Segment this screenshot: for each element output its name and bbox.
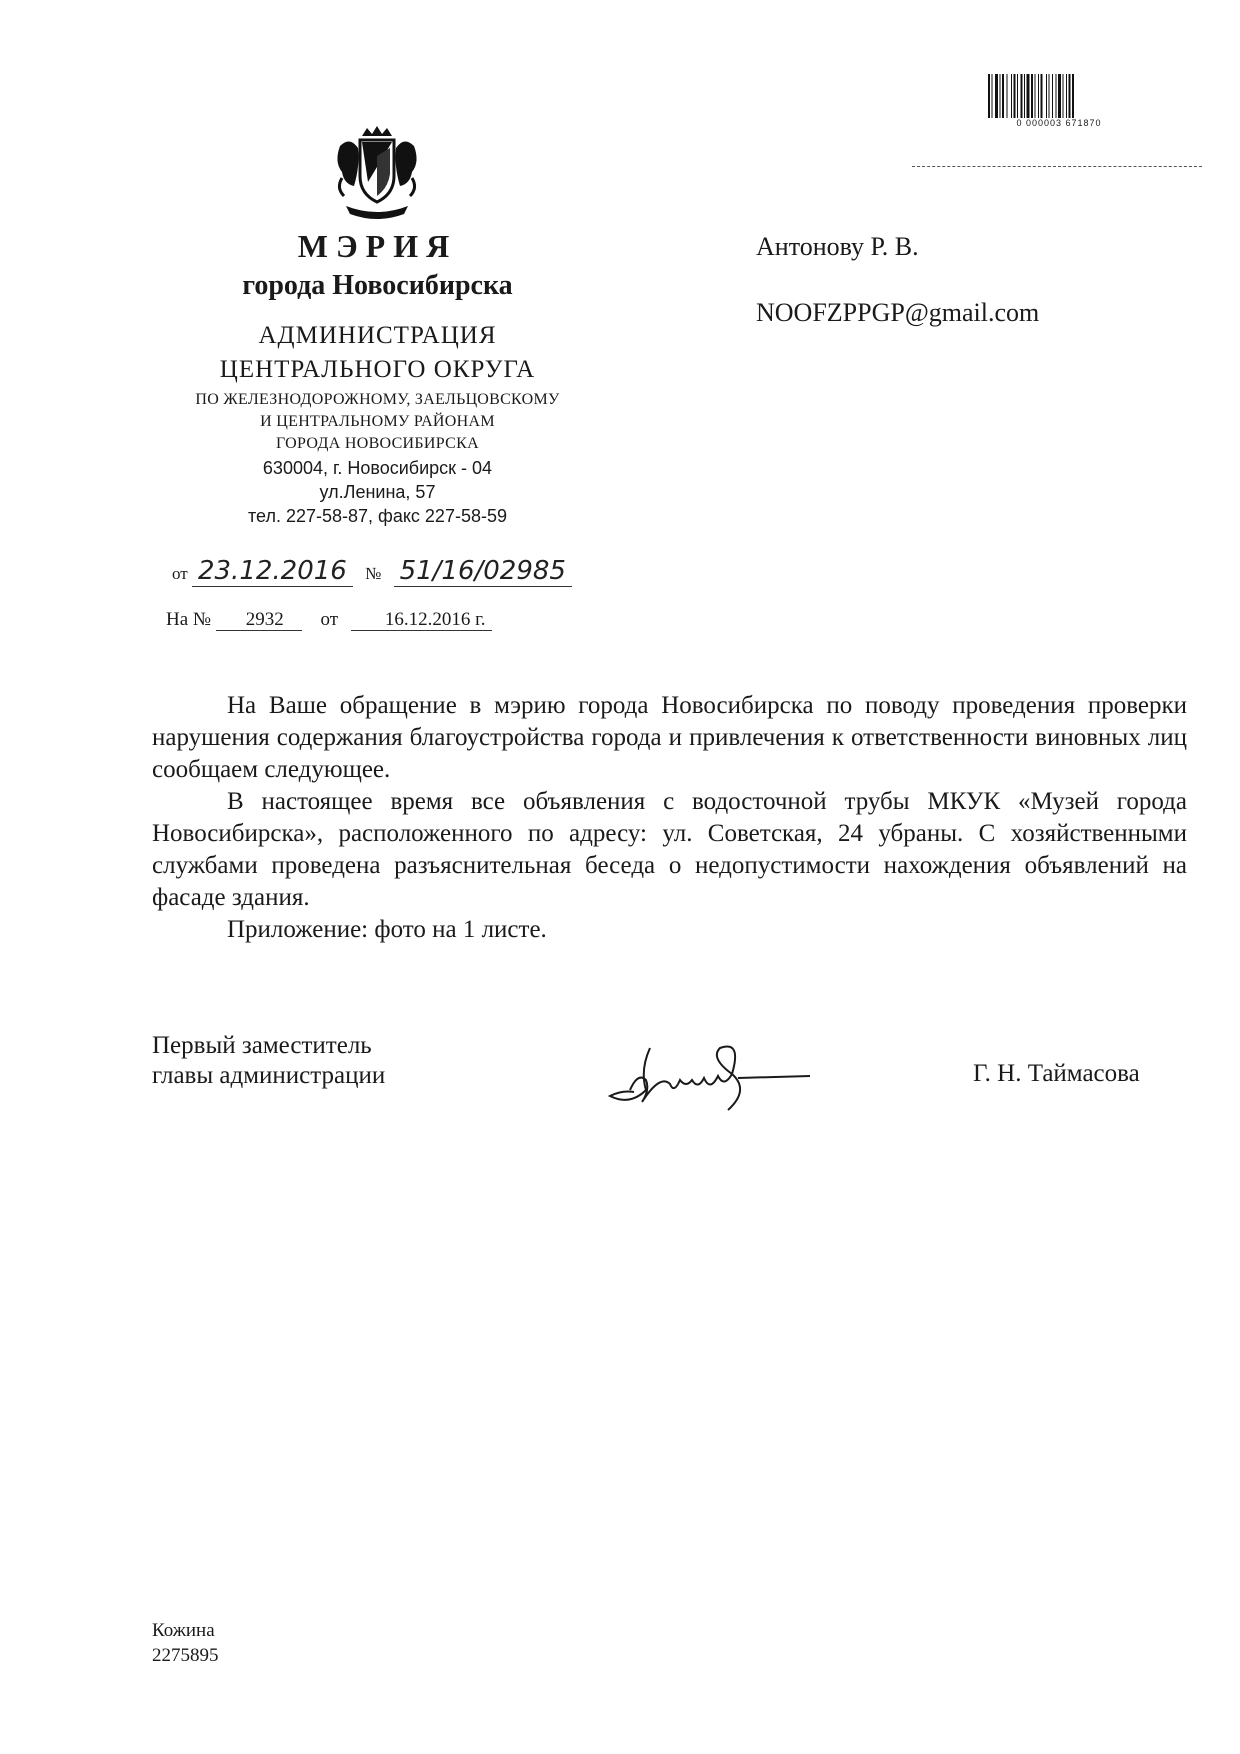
reply-reference [166,609,492,631]
outgoing-from-label: от [172,564,188,583]
body-paragraph-2: В настоящее время все объявления с водосточной трубы МКУК «Музей города Новосибирска», расположенного по адресу: ул. Советская, 24 убраны. С хозяйственными службами проведена разъяснительная беседа о недопустимости нахождения объявлений на фасаде здания. [152,788,1187,911]
outgoing-reference [172,556,572,586]
letter-body [152,690,1187,946]
district-line-3: ГОРОДА НОВОСИБИРСКА [276,435,479,452]
mayor-city: города Новосибирска [242,270,513,301]
handwritten-signature [600,1030,860,1120]
barcode-number: 0 000003 671870 [1016,118,1102,128]
coat-of-arms-icon [332,126,422,226]
barcode [988,74,1130,120]
signer-position-line-1: Первый заместитель [152,1032,372,1059]
reply-number: 2932 [216,609,302,631]
recipient-name: Антонову Р. В. [756,232,919,261]
district-line-2: И ЦЕНТРАЛЬНОМУ РАЙОНАМ [260,413,495,430]
outgoing-number: 51/16/02985 [394,556,572,587]
executor-phone: 2275895 [152,1645,219,1666]
signer-name: Г. Н. Таймасова [973,1060,1140,1087]
signer-position-line-2: главы администрации [152,1062,386,1089]
mayor-title: МЭРИЯ [297,228,458,264]
district-line-1: ПО ЖЕЛЕЗНОДОРОЖНОМУ, ЗАЕЛЬЦОВСКОМУ [195,391,560,408]
address-line-2: ул.Ленина, 57 [319,482,436,502]
barcode-bars [988,74,1130,118]
outgoing-number-label: № [365,564,382,583]
executor-name: Кожина [152,1620,215,1641]
address-line-3: тел. 227-58-87, факс 227-58-59 [248,506,507,526]
reply-label: На № [166,609,212,630]
body-paragraph-1: На Ваше обращение в мэрию города Новосибирска по поводу проведения проверки нарушения содержания благоустройства города и привлечения к ответственности виновных лиц сообщаем следующее. [152,692,1187,783]
reply-date: 16.12.2016 г. [351,609,492,631]
reply-from-label: от [320,609,339,630]
outgoing-date: 23.12.2016 [192,556,353,587]
admin-line-1: АДМИНИСТРАЦИЯ [258,322,497,349]
admin-line-2: ЦЕНТРАЛЬНОГО ОКРУГА [219,356,536,383]
address-line-1: 630004, г. Новосибирск - 04 [262,458,493,478]
attachment-note: Приложение: фото на 1 листе. [227,916,547,943]
recipient-email: NOOFZPPGP@gmail.com [756,298,1040,327]
dashed-divider [912,166,1202,167]
